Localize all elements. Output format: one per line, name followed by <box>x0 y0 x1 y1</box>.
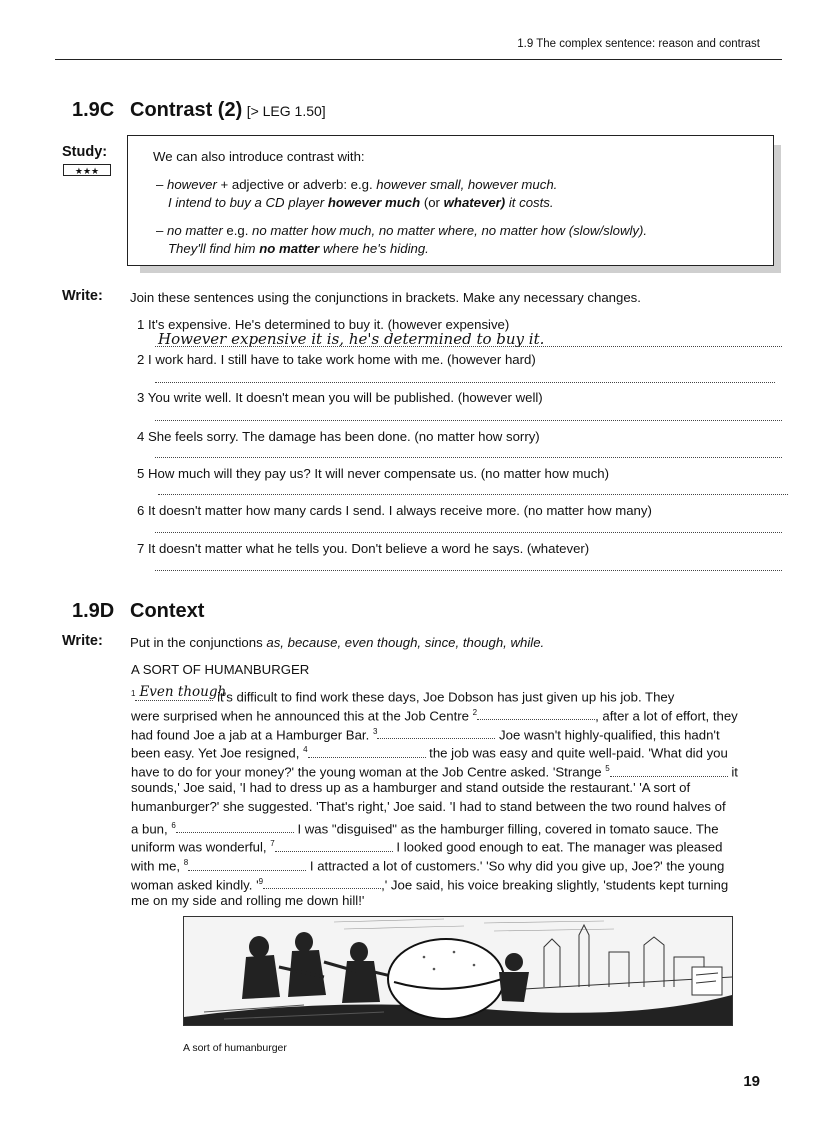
study-example-no-matter <box>168 240 429 258</box>
exercise-number: 6 <box>137 503 145 518</box>
exercise-number: 3 <box>137 390 145 405</box>
blank-number: 1 <box>131 689 136 698</box>
exercise-number: 2 <box>137 352 145 367</box>
story-text: with me, <box>131 858 184 874</box>
exercise-text: How much will they pay us? It will never compensate us. (no matter how much) <box>148 466 610 481</box>
blank-number: 2 <box>472 707 478 717</box>
exercise-text: It doesn't matter what he tells you. Don't believe a word he says. (whatever) <box>148 541 590 556</box>
section-ref-c: [> LEG 1.50] <box>246 103 326 119</box>
blank-number: 4 <box>303 745 308 755</box>
difficulty-stars: ★★★ <box>63 164 111 176</box>
section-title-d: Context <box>130 600 205 622</box>
exercise-text: It's expensive. He's determined to buy it. (however expensive) <box>148 317 510 332</box>
text: CD <box>265 195 285 210</box>
highlight: no matter <box>259 241 320 256</box>
exercise-7 <box>137 540 589 558</box>
text: it costs. <box>505 195 554 210</box>
story-text: I was "disguised" as the hamburger filling, covered in tomato sauce. The <box>293 820 719 836</box>
answer-line-3[interactable] <box>155 420 782 421</box>
header-rule <box>55 59 782 60</box>
blank-number: 3 <box>372 726 378 736</box>
story-text: uniform was wonderful, <box>131 839 271 855</box>
section-number-d: 1.9D <box>72 600 115 622</box>
text: player <box>284 195 328 210</box>
exercise-2 <box>137 351 536 369</box>
blank-1-answer: Even though <box>139 684 227 701</box>
text: I intend to buy a <box>168 195 266 210</box>
exercise-1-answer: However expensive it is, he's determined to buy it. <box>158 330 545 348</box>
instruction-d <box>130 634 544 652</box>
blank-1[interactable] <box>135 684 227 701</box>
text: They'll find him <box>168 241 260 256</box>
answer-line-1[interactable] <box>155 346 782 347</box>
study-item-no-matter <box>156 222 647 240</box>
answer-line-4[interactable] <box>155 457 782 458</box>
exercise-text: It doesn't matter how many cards I send. I always receive more. (no matter how many) <box>148 503 652 518</box>
highlight: whatever) <box>443 195 506 210</box>
story-paragraph <box>131 685 791 911</box>
conjunction-list: as, because, even though, since, though, while. <box>266 635 545 650</box>
story-text: were surprised when he announced this at the Job Centre <box>131 708 473 724</box>
answer-line-7[interactable] <box>155 570 782 571</box>
blank-number: 8 <box>183 858 189 868</box>
text: where he's hiding. <box>319 241 429 256</box>
blank-4[interactable] <box>308 744 426 758</box>
exercise-4 <box>137 428 540 446</box>
story-text: me on my side and rolling me down hill!' <box>131 892 365 908</box>
story-text: ,' Joe said, his voice breaking slightly, 'students kept turning <box>381 877 729 893</box>
blank-number: 6 <box>171 820 176 830</box>
examples: no matter how much, no matter where, no matter how <box>248 223 569 238</box>
blank-number: 5 <box>605 764 610 774</box>
exercise-text: You write well. It doesn't mean you will be published. (however well) <box>147 390 543 405</box>
exercise-text: I work hard. I still have to take work home with me. (however hard) <box>148 352 536 367</box>
highlight: however much <box>327 195 421 210</box>
instruction-c: Join these sentences using the conjunctions in brackets. Make any necessary changes. <box>130 290 641 305</box>
story-text: , after a lot of effort, they <box>595 708 738 724</box>
study-item-however <box>156 176 557 194</box>
text: (or <box>420 195 444 210</box>
blank-8[interactable] <box>188 857 306 871</box>
exercise-6 <box>137 502 652 520</box>
study-example-however <box>168 194 554 212</box>
exercise-number: 1 <box>137 317 145 332</box>
dash: – <box>156 223 167 238</box>
illustration-caption: A sort of humanburger <box>183 1042 287 1054</box>
story-text: sounds,' Joe said, 'I had to dress up as a hamburger and stand outside the restaurant.' 'A sort of <box>131 779 691 795</box>
story-title: A SORT OF HUMANBURGER <box>131 662 310 677</box>
running-header: 1.9 The complex sentence: reason and contrast <box>517 38 760 50</box>
exercise-number: 5 <box>137 466 145 481</box>
write-label-c: Write: <box>62 288 103 304</box>
story-text: Joe wasn't highly-qualified, this hadn't <box>495 726 720 742</box>
examples: (slow/slowly). <box>568 223 648 238</box>
keyword: no matter <box>167 223 227 238</box>
blank-2[interactable] <box>477 706 595 720</box>
exercise-number: 4 <box>137 429 145 444</box>
exercise-3 <box>137 389 543 407</box>
write-label-d: Write: <box>62 633 103 649</box>
story-text: it <box>727 764 738 780</box>
eg: e.g. <box>350 177 373 192</box>
page-number: 19 <box>743 1073 760 1090</box>
exercise-5 <box>137 465 609 483</box>
section-title-c: Contrast (2) <box>130 99 243 121</box>
blank-number: 7 <box>270 839 275 849</box>
story-text: humanburger?' she suggested. 'That's right,' Joe said. 'I had to stand between the two round halves of <box>131 798 726 814</box>
answer-line-6[interactable] <box>155 532 782 533</box>
examples: however small, however much. <box>372 177 558 192</box>
blank-9[interactable] <box>263 875 381 889</box>
answer-line-5[interactable] <box>158 494 788 495</box>
eg: e.g. <box>226 223 249 238</box>
story-text: a bun, <box>131 820 172 836</box>
box-shadow <box>774 145 781 273</box>
text: Put in the conjunctions <box>130 635 267 650</box>
story-text: the job was easy and quite well-paid. 'What did you <box>425 745 728 761</box>
story-text: I looked good enough to eat. The manager was pleased <box>392 839 723 855</box>
section-heading-c <box>130 99 326 122</box>
blank-number: 9 <box>258 876 264 886</box>
box-shadow <box>140 266 781 273</box>
story-text: been easy. Yet Joe resigned, <box>131 745 304 761</box>
illustration-drawing <box>184 917 732 1025</box>
story-text: it's difficult to find work these days, Joe Dobson has just given up his job. They <box>213 689 675 705</box>
exercise-number: 7 <box>137 541 145 556</box>
blank-3[interactable] <box>377 725 495 739</box>
study-intro: We can also introduce contrast with: <box>153 149 365 164</box>
blank-6[interactable] <box>176 819 294 833</box>
blank-5[interactable] <box>610 763 728 777</box>
answer-line-2[interactable] <box>155 382 775 383</box>
blank-7[interactable] <box>275 838 393 852</box>
dash: – <box>156 177 167 192</box>
story-text: woman asked kindly. ' <box>131 877 259 893</box>
humanburger-illustration <box>183 916 733 1026</box>
story-text: had found Joe a jab at a Hamburger Bar. <box>131 726 373 742</box>
study-label: Study: <box>62 144 108 160</box>
keyword: however <box>167 177 217 192</box>
exercise-text: She feels sorry. The damage has been done. (no matter how sorry) <box>148 429 540 444</box>
story-text: have to do for your money?' the young woman at the Job Centre asked. 'Strange <box>131 764 606 780</box>
section-number-c: 1.9C <box>72 99 115 121</box>
story-text: I attracted a lot of customers.' 'So why did you give up, Joe?' the young <box>306 858 725 874</box>
text: + adjective or adverb: <box>216 177 351 192</box>
